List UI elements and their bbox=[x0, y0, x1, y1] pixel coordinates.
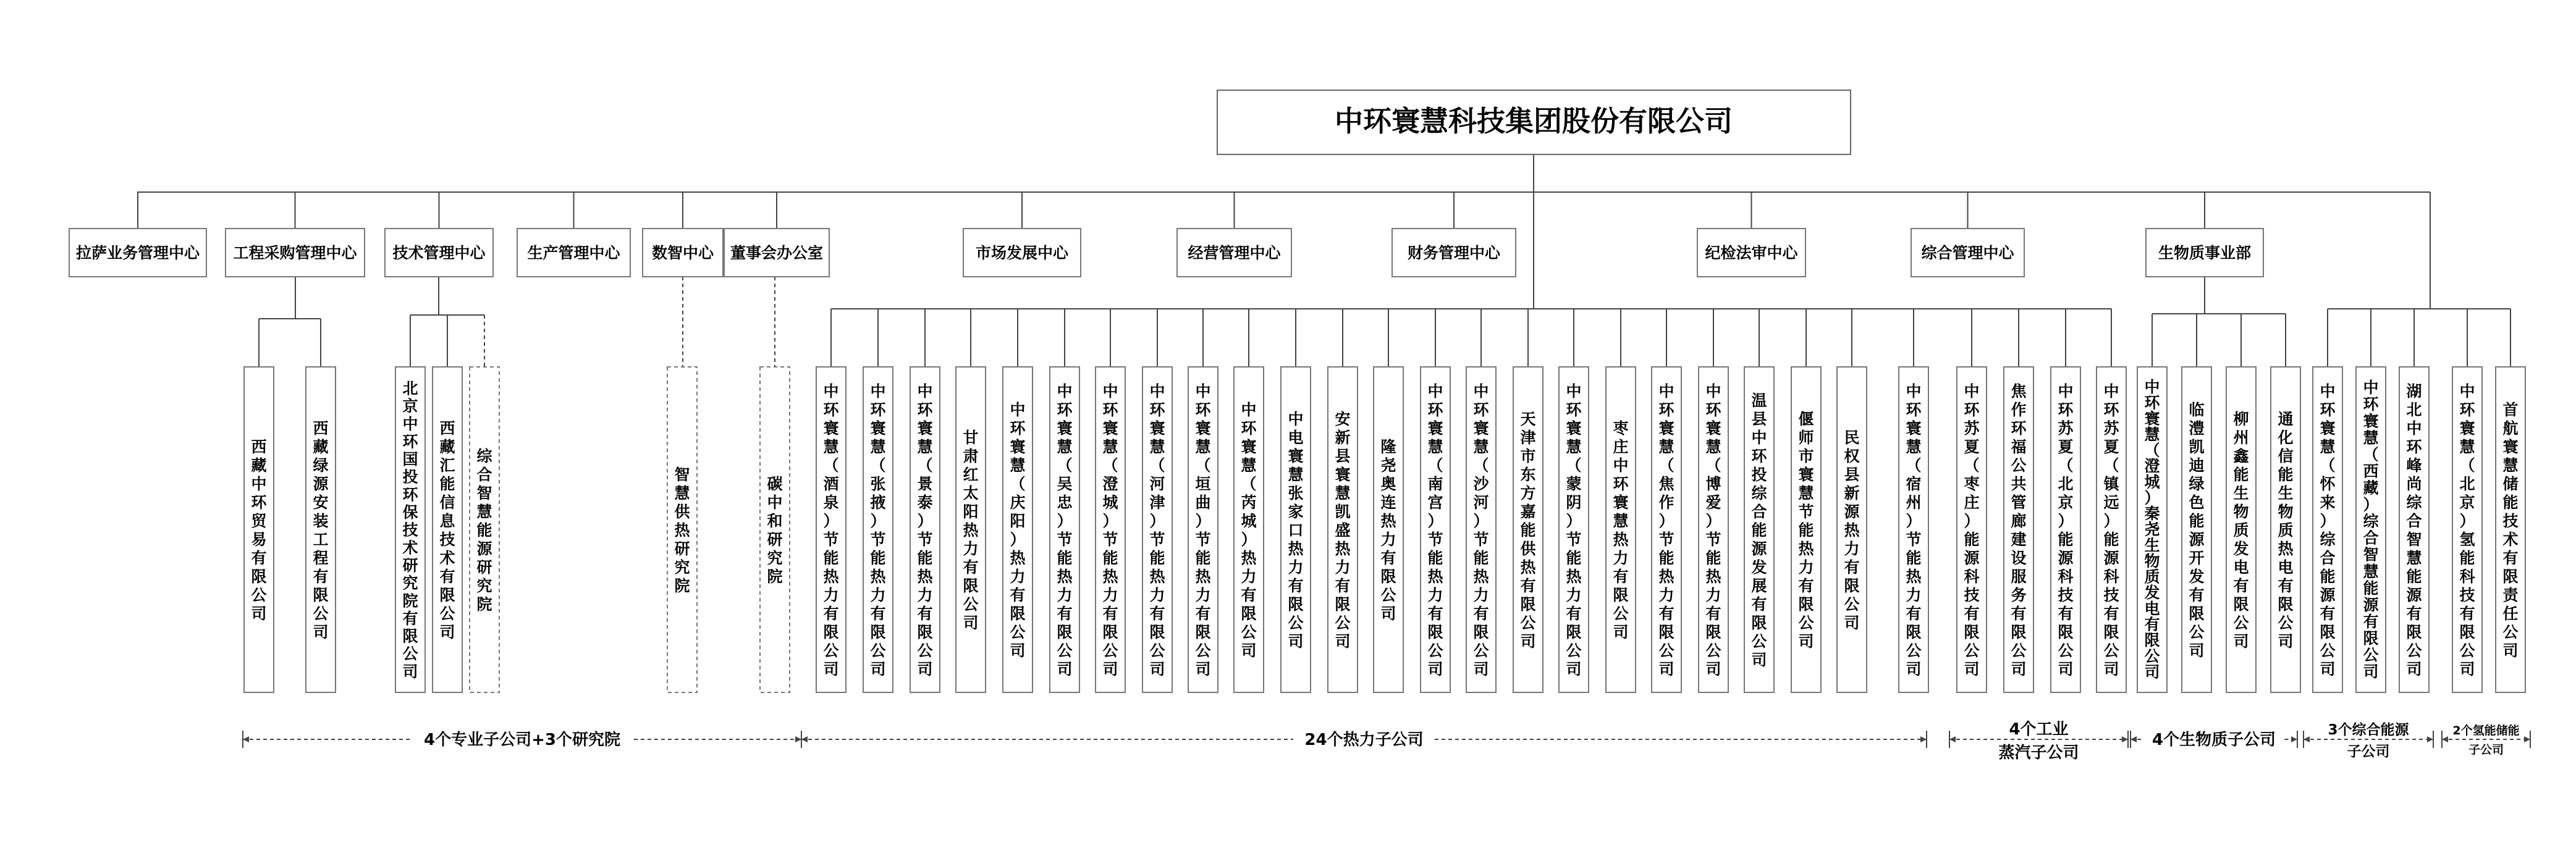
subsidiary-name: 中环寰慧（蒙阴）节能热力有限公司 bbox=[1566, 382, 1582, 679]
subsidiary-name: 中环寰慧（景泰）节能热力有限公司 bbox=[917, 382, 933, 679]
root-company-box bbox=[1217, 90, 1851, 154]
subsidiary-name: 通化信能生物质热电有限公司 bbox=[2278, 410, 2294, 651]
subsidiary-box bbox=[2356, 367, 2386, 692]
group-bracket bbox=[243, 730, 801, 749]
subsidiary-box bbox=[2137, 367, 2167, 692]
group-bracket bbox=[2304, 721, 2433, 760]
department-label: 数智中心 bbox=[651, 244, 714, 262]
subsidiary-name: 中环苏夏（北京）能源科技有限公司 bbox=[2058, 382, 2074, 679]
subsidiary-name: 民权县新源热力有限公司 bbox=[1844, 429, 1860, 632]
subsidiary-name: 西藏中环贸易有限公司 bbox=[251, 438, 267, 623]
subsidiary-box bbox=[2496, 367, 2525, 692]
subsidiary-name: 中环寰慧（博爱）节能热力有限公司 bbox=[1705, 382, 1721, 679]
department-box bbox=[1697, 229, 1805, 277]
subsidiary-box bbox=[863, 367, 893, 692]
group-label: 4个生物质子公司 bbox=[2152, 731, 2276, 749]
subsidiary-name: 中环苏夏（枣庄）能源科技有限公司 bbox=[1964, 382, 1980, 679]
subsidiary-box bbox=[2271, 367, 2300, 692]
subsidiary-name: 临澧凯迪绿色能源开发有限公司 bbox=[2189, 401, 2205, 660]
subsidiary-name: 隆尧奥连热力有限公司 bbox=[1380, 438, 1396, 623]
group-bracket bbox=[2130, 730, 2297, 749]
department-box bbox=[69, 229, 206, 277]
group-bracket bbox=[2442, 723, 2530, 757]
subsidiary-name: 偃师市寰慧节能热力有限公司 bbox=[1798, 410, 1814, 651]
department-label: 工程采购管理中心 bbox=[233, 244, 357, 262]
group-label: 2个氢能储能子公司 bbox=[2452, 724, 2520, 757]
subsidiary-box bbox=[2051, 367, 2080, 692]
subsidiary-box bbox=[816, 367, 846, 692]
subsidiary-name: 中环寰慧（澄城）节能热力有限公司 bbox=[1102, 382, 1118, 679]
subsidiary-name: 安新县寰慧凯盛热力有限公司 bbox=[1335, 410, 1351, 651]
group-label: 3个综合能源子公司 bbox=[2328, 722, 2409, 760]
subsidiary-name: 焦作环福公共管廊建设服务有限公司 bbox=[2011, 382, 2027, 679]
subsidiary-box bbox=[2399, 367, 2429, 692]
subsidiary-row bbox=[244, 367, 2525, 692]
subsidiary-box bbox=[2452, 367, 2482, 692]
subsidiary-name: 湖北中环峰尚综合智慧能源有限公司 bbox=[2406, 382, 2422, 679]
subsidiary-box bbox=[433, 367, 462, 692]
subsidiary-box bbox=[1281, 367, 1311, 692]
department-box bbox=[1911, 229, 2024, 277]
subsidiary-name: 西藏汇能信息技术有限公司 bbox=[439, 419, 455, 642]
subsidiary-box bbox=[1050, 367, 1079, 692]
subsidiary-box bbox=[1957, 367, 1987, 692]
group-brackets bbox=[243, 720, 2530, 762]
subsidiary-box bbox=[2004, 367, 2033, 692]
subsidiary-name: 中环寰慧（吴忠）节能热力有限公司 bbox=[1057, 382, 1073, 679]
subsidiary-name: 中环寰慧（芮城）热力有限公司 bbox=[1241, 401, 1257, 660]
subsidiary-box bbox=[470, 367, 499, 692]
root-company-name: 中环寰慧科技集团股份有限公司 bbox=[1335, 104, 1733, 138]
subsidiary-name: 中环寰慧（垣曲）节能热力有限公司 bbox=[1195, 382, 1211, 679]
subsidiary-name: 天津市东方嘉能供热有限公司 bbox=[1520, 410, 1536, 651]
subsidiary-name: 中环寰慧（焦作）节能热力有限公司 bbox=[1658, 382, 1674, 679]
subsidiary-name: 甘肃红太阳热力有限公司 bbox=[963, 429, 979, 632]
subsidiary-name: 中环寰慧（怀来）综合能源有限公司 bbox=[2320, 382, 2336, 679]
subsidiary-box bbox=[1421, 367, 1450, 692]
subsidiary-name: 西藏绿源安装工程有限公司 bbox=[313, 419, 329, 642]
subsidiary-box bbox=[1652, 367, 1681, 692]
subsidiary-box bbox=[1374, 367, 1403, 692]
subsidiary-box bbox=[1328, 367, 1358, 692]
subsidiary-box bbox=[1559, 367, 1589, 692]
subsidiary-box bbox=[1606, 367, 1636, 692]
subsidiary-name: 柳州鑫能生物质发电有限公司 bbox=[2233, 410, 2249, 651]
subsidiary-box bbox=[2097, 367, 2126, 692]
department-label: 技术管理中心 bbox=[392, 244, 486, 262]
subsidiary-name: 中环寰慧（河津）节能热力有限公司 bbox=[1149, 382, 1165, 679]
department-box bbox=[2146, 229, 2263, 277]
subsidiary-box bbox=[1142, 367, 1172, 692]
subsidiary-name: 中环寰慧（澄城）秦尧生物质发电有限公司 bbox=[2144, 378, 2160, 681]
group-bracket bbox=[801, 731, 1927, 749]
subsidiary-box bbox=[667, 367, 697, 692]
subsidiary-name: 首航寰慧储能技术有限责任公司 bbox=[2502, 401, 2519, 660]
subsidiary-box bbox=[2226, 367, 2256, 692]
subsidiary-name: 中环寰慧（北京）氢能科技有限公司 bbox=[2459, 382, 2475, 679]
subsidiary-name: 中环寰慧（西藏）综合智慧能源有限公司 bbox=[2363, 379, 2379, 681]
department-box bbox=[385, 229, 493, 277]
subsidiary-box bbox=[1513, 367, 1543, 692]
subsidiary-name: 综合智慧能源研究院 bbox=[476, 447, 492, 614]
subsidiary-box bbox=[1188, 367, 1218, 692]
department-box bbox=[643, 229, 723, 277]
subsidiary-box bbox=[1466, 367, 1496, 692]
group-label: 24个热力子公司 bbox=[1304, 731, 1424, 749]
subsidiary-box bbox=[395, 367, 425, 692]
subsidiary-box bbox=[1096, 367, 1125, 692]
department-box bbox=[724, 229, 829, 277]
department-label: 市场发展中心 bbox=[975, 244, 1069, 262]
subsidiary-box bbox=[1899, 367, 1928, 692]
department-box bbox=[517, 229, 630, 277]
subsidiary-box bbox=[1234, 367, 1264, 692]
department-label: 财务管理中心 bbox=[1407, 244, 1501, 262]
subsidiary-name: 智慧供热研究院 bbox=[674, 466, 690, 595]
department-label: 经营管理中心 bbox=[1188, 244, 1281, 262]
subsidiary-box bbox=[760, 367, 790, 692]
department-label: 纪检法审中心 bbox=[1705, 244, 1798, 262]
department-box bbox=[1392, 229, 1516, 277]
group-label: 4个工业蒸汽子公司 bbox=[1998, 720, 2079, 762]
subsidiary-box bbox=[1837, 367, 1867, 692]
department-row bbox=[69, 229, 2263, 277]
subsidiary-box bbox=[2182, 367, 2211, 692]
subsidiary-name: 中环寰慧（酒泉）节能热力有限公司 bbox=[823, 382, 839, 679]
department-box bbox=[226, 229, 365, 277]
department-label: 董事会办公室 bbox=[730, 244, 824, 262]
department-label: 综合管理中心 bbox=[1921, 244, 2014, 262]
subsidiary-name: 中环寰慧（沙河）节能热力有限公司 bbox=[1473, 382, 1489, 679]
department-label: 生物质事业部 bbox=[2158, 244, 2252, 262]
department-label: 拉萨业务管理中心 bbox=[75, 244, 200, 262]
subsidiary-name: 枣庄中环寰慧热力有限公司 bbox=[1613, 419, 1629, 642]
subsidiary-box bbox=[244, 367, 274, 692]
subsidiary-name: 碳中和研究院 bbox=[767, 475, 783, 586]
department-label: 生产管理中心 bbox=[527, 244, 620, 262]
subsidiary-name: 中环寰慧（南宫）节能热力有限公司 bbox=[1427, 382, 1443, 679]
subsidiary-box bbox=[306, 367, 336, 692]
subsidiary-name: 中环苏夏（镇远）能源科技有限公司 bbox=[2103, 382, 2119, 679]
subsidiary-box bbox=[1791, 367, 1821, 692]
subsidiary-name: 温县中环投综合能源发展有限公司 bbox=[1751, 392, 1767, 670]
group-label: 4个专业子公司+3个研究院 bbox=[424, 731, 620, 749]
group-bracket bbox=[1949, 720, 2128, 762]
department-box bbox=[963, 229, 1081, 277]
subsidiary-box bbox=[1744, 367, 1774, 692]
subsidiary-name: 北京中环国投环保技术研究院有限公司 bbox=[402, 379, 418, 681]
subsidiary-name: 中环寰慧（张掖）节能热力有限公司 bbox=[870, 382, 886, 679]
department-box bbox=[1177, 229, 1291, 277]
subsidiary-name: 中环寰慧（庆阳）热力有限公司 bbox=[1010, 401, 1026, 660]
subsidiary-name: 中电寰慧张家口热力有限公司 bbox=[1288, 410, 1304, 651]
subsidiary-box bbox=[1003, 367, 1033, 692]
subsidiary-box bbox=[910, 367, 940, 692]
subsidiary-box bbox=[2313, 367, 2342, 692]
subsidiary-box bbox=[1699, 367, 1728, 692]
subsidiary-box bbox=[956, 367, 986, 692]
subsidiary-name: 中环寰慧（宿州）节能热力有限公司 bbox=[1906, 382, 1922, 679]
